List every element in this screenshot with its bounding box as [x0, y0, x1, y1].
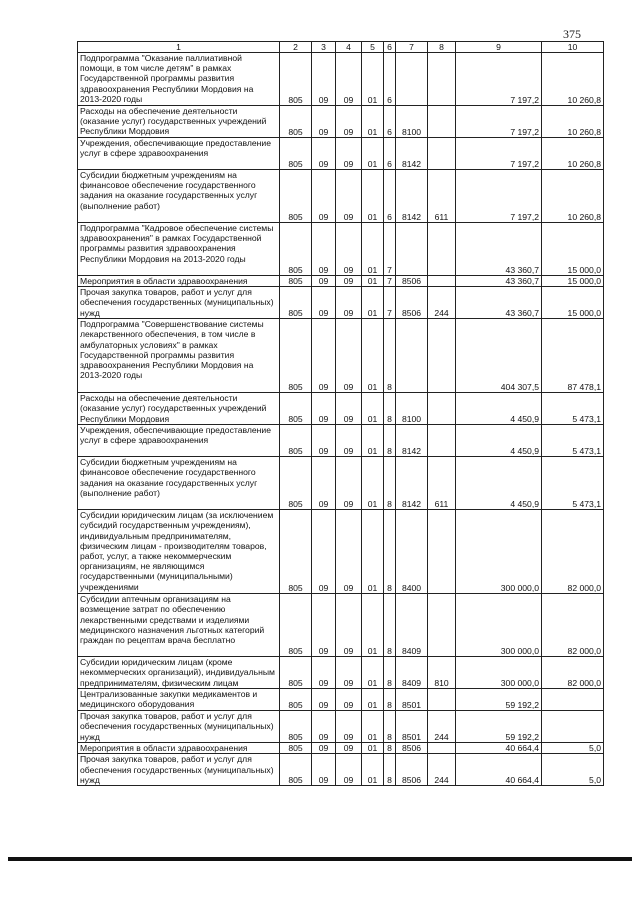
table-row [78, 138, 604, 170]
row-subsection: 09 [336, 594, 362, 657]
row-code-ministry: 805 [280, 711, 312, 743]
row-expense-code: 8506 [396, 287, 428, 319]
row-expense-code: 8409 [396, 657, 428, 689]
row-subprogram: 8 [384, 657, 396, 689]
row-expense-type [428, 276, 456, 287]
table-row [78, 287, 604, 319]
row-expense-type [428, 743, 456, 754]
row-section: 09 [312, 425, 336, 457]
table-row [78, 457, 604, 510]
table-row [78, 106, 604, 138]
row-subprogram: 8 [384, 711, 396, 743]
row-subsection: 09 [336, 138, 362, 170]
row-expense-type: 244 [428, 287, 456, 319]
row-subsection: 09 [336, 743, 362, 754]
row-amount-col10: 10 260,8 [542, 170, 604, 223]
row-expense-type [428, 689, 456, 711]
row-expense-code: 8501 [396, 711, 428, 743]
row-code-ministry: 805 [280, 510, 312, 594]
table-row [78, 754, 604, 786]
row-subprogram: 6 [384, 106, 396, 138]
row-subprogram: 7 [384, 276, 396, 287]
row-code-ministry: 805 [280, 223, 312, 276]
row-subprogram: 8 [384, 743, 396, 754]
row-expense-type: 611 [428, 170, 456, 223]
table-body [78, 53, 604, 786]
row-section: 09 [312, 223, 336, 276]
table-row [78, 689, 604, 711]
row-amount-col10: 10 260,8 [542, 106, 604, 138]
row-expense-type [428, 106, 456, 138]
row-section: 09 [312, 319, 336, 393]
row-code-ministry: 805 [280, 53, 312, 106]
row-program: 01 [362, 425, 384, 457]
column-header: 2 [280, 42, 312, 53]
row-expense-code: 8400 [396, 510, 428, 594]
page-number: 375 [563, 27, 581, 41]
row-subsection: 09 [336, 657, 362, 689]
row-name: Субсидии юридическим лицам (кроме некоммерческих организаций), индивидуальным предпринимателям, физическим лицам [78, 657, 280, 689]
row-amount-col9: 7 197,2 [456, 106, 542, 138]
row-name: Прочая закупка товаров, работ и услуг для обеспечения государственных (муниципальных) нужд [78, 711, 280, 743]
row-name: Подпрограмма "Оказание паллиативной помощи, в том числе детям" в рамках Государственной программы развития здравоохранения Республики Мордовия на 2013-2020 годы [78, 53, 280, 106]
row-amount-col10: 10 260,8 [542, 53, 604, 106]
row-expense-code: 8506 [396, 276, 428, 287]
footer-rule [8, 857, 632, 861]
row-amount-col10: 5,0 [542, 743, 604, 754]
row-subsection: 09 [336, 223, 362, 276]
row-amount-col10 [542, 689, 604, 711]
row-name: Учреждения, обеспечивающие предоставление услуг в сфере здравоохранения [78, 138, 280, 170]
row-expense-type [428, 393, 456, 425]
row-subprogram: 6 [384, 138, 396, 170]
row-section: 09 [312, 510, 336, 594]
row-amount-col10: 10 260,8 [542, 138, 604, 170]
table-row [78, 510, 604, 594]
column-header: 8 [428, 42, 456, 53]
row-subprogram: 8 [384, 457, 396, 510]
row-subsection: 09 [336, 754, 362, 786]
row-expense-code: 8506 [396, 754, 428, 786]
row-section: 09 [312, 170, 336, 223]
row-amount-col9: 59 192,2 [456, 711, 542, 743]
row-subprogram: 8 [384, 510, 396, 594]
row-expense-code: 8142 [396, 457, 428, 510]
row-name: Субсидии бюджетным учреждениям на финансовое обеспечение государственного задания на оказание государственных услуг (выполнение работ) [78, 457, 280, 510]
row-code-ministry: 805 [280, 689, 312, 711]
row-program: 01 [362, 53, 384, 106]
row-amount-col10 [542, 711, 604, 743]
row-name: Расходы на обеспечение деятельности (оказание услуг) государственных учреждений Республики Мордовия [78, 106, 280, 138]
column-header: 1 [78, 42, 280, 53]
row-amount-col10: 87 478,1 [542, 319, 604, 393]
row-amount-col10: 15 000,0 [542, 223, 604, 276]
row-subprogram: 8 [384, 689, 396, 711]
row-expense-type [428, 319, 456, 393]
row-code-ministry: 805 [280, 138, 312, 170]
row-section: 09 [312, 689, 336, 711]
row-name: Субсидии аптечным организациям на возмещение затрат по обеспечению лекарственными средствами и изделиями медицинского назначения льготных категорий граждан по рецептам врача бесплатно [78, 594, 280, 657]
row-amount-col10: 82 000,0 [542, 510, 604, 594]
row-program: 01 [362, 319, 384, 393]
row-expense-code [396, 319, 428, 393]
row-amount-col9: 40 664,4 [456, 743, 542, 754]
row-section: 09 [312, 276, 336, 287]
row-subsection: 09 [336, 425, 362, 457]
row-subprogram: 6 [384, 170, 396, 223]
row-program: 01 [362, 276, 384, 287]
row-expense-type [428, 53, 456, 106]
row-subprogram: 7 [384, 223, 396, 276]
row-amount-col9: 300 000,0 [456, 510, 542, 594]
row-subsection: 09 [336, 510, 362, 594]
row-expense-code: 8142 [396, 425, 428, 457]
row-expense-type [428, 223, 456, 276]
table-header-row [78, 42, 604, 53]
row-amount-col10: 5 473,1 [542, 393, 604, 425]
row-expense-type: 244 [428, 711, 456, 743]
row-program: 01 [362, 287, 384, 319]
row-program: 01 [362, 689, 384, 711]
row-section: 09 [312, 594, 336, 657]
row-expense-code: 8100 [396, 393, 428, 425]
row-expense-type [428, 594, 456, 657]
column-header: 5 [362, 42, 384, 53]
row-name: Прочая закупка товаров, работ и услуг для обеспечения государственных (муниципальных) нужд [78, 287, 280, 319]
row-code-ministry: 805 [280, 393, 312, 425]
row-amount-col10: 82 000,0 [542, 594, 604, 657]
column-header: 10 [542, 42, 604, 53]
row-name: Подпрограмма "Совершенствование системы лекарственного обеспечения, в том числе в амбулаторных условиях" в рамках Государственной программы развития здравоохранения Республики Мордовия на 2013-2020 годы [78, 319, 280, 393]
row-subsection: 09 [336, 457, 362, 510]
table-row [78, 425, 604, 457]
row-expense-code [396, 53, 428, 106]
budget-table [77, 41, 604, 786]
row-expense-type: 611 [428, 457, 456, 510]
row-subsection: 09 [336, 319, 362, 393]
row-amount-col9: 300 000,0 [456, 594, 542, 657]
row-code-ministry: 805 [280, 754, 312, 786]
row-name: Учреждения, обеспечивающие предоставление услуг в сфере здравоохранения [78, 425, 280, 457]
row-program: 01 [362, 743, 384, 754]
row-program: 01 [362, 223, 384, 276]
row-expense-code: 8100 [396, 106, 428, 138]
row-subsection: 09 [336, 711, 362, 743]
table-row [78, 53, 604, 106]
row-subprogram: 8 [384, 319, 396, 393]
row-expense-type [428, 425, 456, 457]
row-amount-col9: 7 197,2 [456, 53, 542, 106]
row-amount-col9: 40 664,4 [456, 754, 542, 786]
table-row [78, 170, 604, 223]
row-subprogram: 8 [384, 425, 396, 457]
row-section: 09 [312, 106, 336, 138]
row-subprogram: 8 [384, 393, 396, 425]
row-expense-code: 8409 [396, 594, 428, 657]
column-header: 6 [384, 42, 396, 53]
row-section: 09 [312, 287, 336, 319]
row-code-ministry: 805 [280, 170, 312, 223]
row-subsection: 09 [336, 276, 362, 287]
row-amount-col10: 5 473,1 [542, 457, 604, 510]
row-expense-code: 8506 [396, 743, 428, 754]
table-row [78, 393, 604, 425]
table-row [78, 223, 604, 276]
row-section: 09 [312, 457, 336, 510]
row-subsection: 09 [336, 393, 362, 425]
row-amount-col10: 82 000,0 [542, 657, 604, 689]
column-header: 7 [396, 42, 428, 53]
row-code-ministry: 805 [280, 319, 312, 393]
row-section: 09 [312, 743, 336, 754]
row-name: Субсидии бюджетным учреждениям на финансовое обеспечение государственного задания на оказание государственных услуг (выполнение работ) [78, 170, 280, 223]
row-amount-col10: 15 000,0 [542, 276, 604, 287]
row-expense-code [396, 223, 428, 276]
row-subsection: 09 [336, 106, 362, 138]
row-code-ministry: 805 [280, 276, 312, 287]
row-program: 01 [362, 754, 384, 786]
row-name: Централизованные закупки медикаментов и медицинского оборудования [78, 689, 280, 711]
row-name: Мероприятия в области здравоохранения [78, 276, 280, 287]
row-section: 09 [312, 393, 336, 425]
row-expense-type [428, 510, 456, 594]
row-expense-code: 8142 [396, 138, 428, 170]
row-subsection: 09 [336, 689, 362, 711]
row-amount-col10: 5,0 [542, 754, 604, 786]
row-subprogram: 7 [384, 287, 396, 319]
row-name: Расходы на обеспечение деятельности (оказание услуг) государственных учреждений Республики Мордовия [78, 393, 280, 425]
row-amount-col9: 59 192,2 [456, 689, 542, 711]
row-expense-type: 810 [428, 657, 456, 689]
row-code-ministry: 805 [280, 657, 312, 689]
row-amount-col9: 404 307,5 [456, 319, 542, 393]
row-amount-col9: 43 360,7 [456, 276, 542, 287]
row-name: Подпрограмма "Кадровое обеспечение системы здравоохранения" в рамках Государственной программы развития здравоохранения Республики Мордовия на 2013-2020 годы [78, 223, 280, 276]
row-program: 01 [362, 170, 384, 223]
row-program: 01 [362, 594, 384, 657]
row-code-ministry: 805 [280, 743, 312, 754]
row-amount-col9: 43 360,7 [456, 223, 542, 276]
row-code-ministry: 805 [280, 457, 312, 510]
column-header: 9 [456, 42, 542, 53]
row-subsection: 09 [336, 170, 362, 223]
row-amount-col10: 5 473,1 [542, 425, 604, 457]
row-name: Прочая закупка товаров, работ и услуг для обеспечения государственных (муниципальных) нужд [78, 754, 280, 786]
row-subprogram: 8 [384, 594, 396, 657]
column-header: 3 [312, 42, 336, 53]
row-expense-type [428, 138, 456, 170]
row-amount-col9: 7 197,2 [456, 138, 542, 170]
row-section: 09 [312, 754, 336, 786]
table-row [78, 276, 604, 287]
row-amount-col10: 15 000,0 [542, 287, 604, 319]
row-amount-col9: 43 360,7 [456, 287, 542, 319]
row-program: 01 [362, 138, 384, 170]
row-section: 09 [312, 138, 336, 170]
row-section: 09 [312, 657, 336, 689]
row-amount-col9: 300 000,0 [456, 657, 542, 689]
row-program: 01 [362, 393, 384, 425]
column-header: 4 [336, 42, 362, 53]
row-program: 01 [362, 657, 384, 689]
row-amount-col9: 4 450,9 [456, 393, 542, 425]
table-row [78, 594, 604, 657]
row-section: 09 [312, 711, 336, 743]
table-row [78, 743, 604, 754]
row-subprogram: 6 [384, 53, 396, 106]
row-section: 09 [312, 53, 336, 106]
row-program: 01 [362, 510, 384, 594]
table-row [78, 711, 604, 743]
row-code-ministry: 805 [280, 594, 312, 657]
row-name: Субсидии юридическим лицам (за исключением субсидий государственным учреждениям), индивидуальным предпринимателям, физическим лицам - производителям товаров, работ, услуг, а также некоммерческим организациям, не являющимся государственными (муниципальными) учреждениями [78, 510, 280, 594]
row-expense-type: 244 [428, 754, 456, 786]
row-code-ministry: 805 [280, 287, 312, 319]
row-subprogram: 8 [384, 754, 396, 786]
table-row [78, 657, 604, 689]
table-row [78, 319, 604, 393]
row-program: 01 [362, 106, 384, 138]
row-name: Мероприятия в области здравоохранения [78, 743, 280, 754]
row-code-ministry: 805 [280, 106, 312, 138]
row-subsection: 09 [336, 287, 362, 319]
row-program: 01 [362, 457, 384, 510]
row-expense-code: 8501 [396, 689, 428, 711]
row-amount-col9: 4 450,9 [456, 425, 542, 457]
row-amount-col9: 7 197,2 [456, 170, 542, 223]
row-subsection: 09 [336, 53, 362, 106]
row-amount-col9: 4 450,9 [456, 457, 542, 510]
row-program: 01 [362, 711, 384, 743]
row-expense-code: 8142 [396, 170, 428, 223]
row-code-ministry: 805 [280, 425, 312, 457]
